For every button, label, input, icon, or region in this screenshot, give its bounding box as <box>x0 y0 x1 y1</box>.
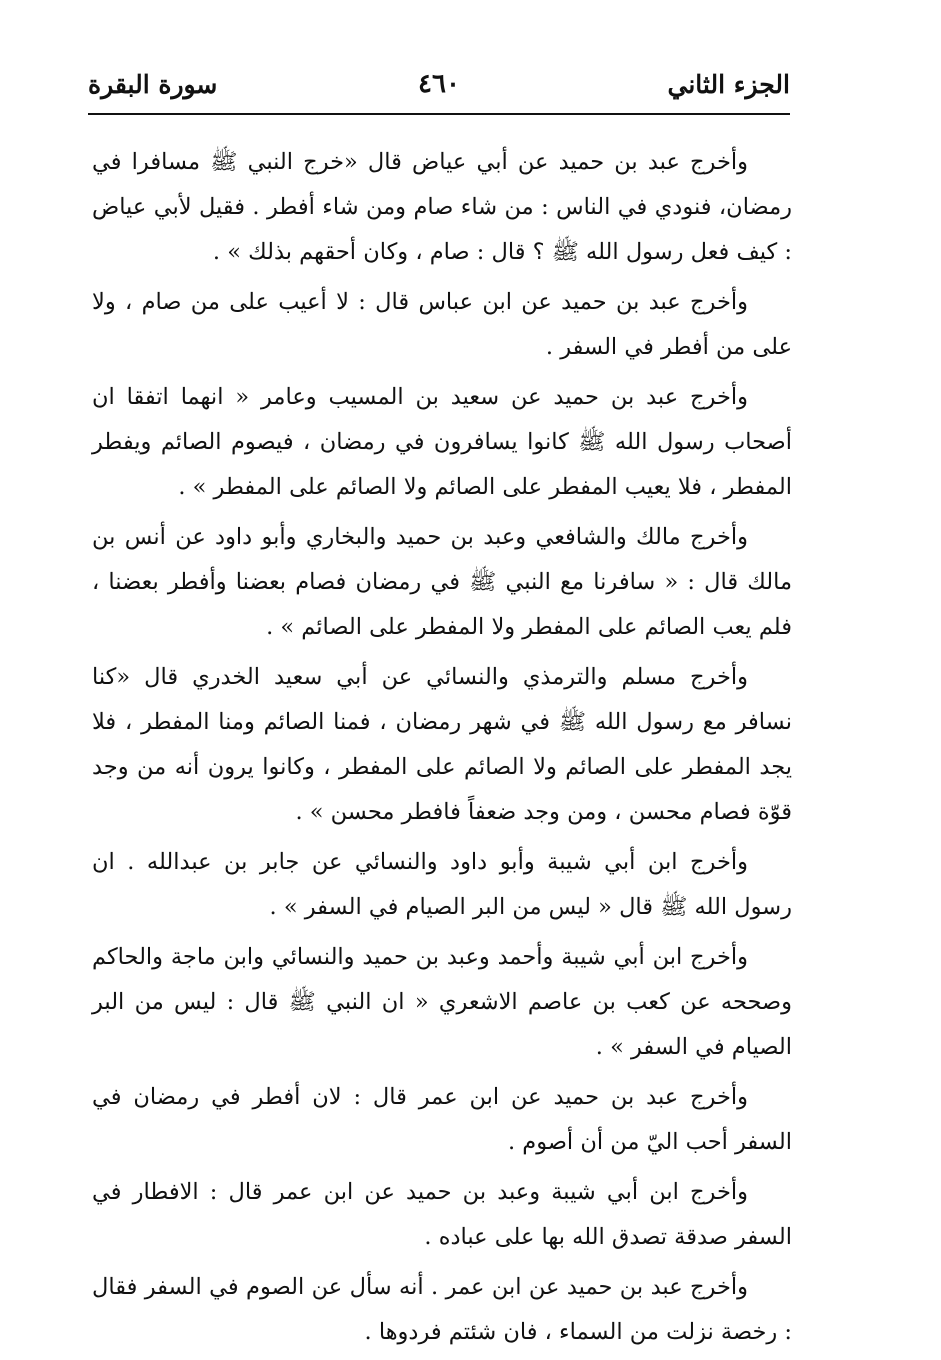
paragraph: وأخرج عبد بن حميد عن أبي عياض قال «خرج النبي ﷺ مسافرا في رمضان، فنودي في الناس : من شاء صام ومن شاء أفطر . فقيل لأبي عياض : كيف فعل رسول الله ﷺ ؟ قال : صام ، وكان أحقهم بذلك » . <box>92 149 792 265</box>
page-body <box>92 140 792 1360</box>
paragraph: وأخرج ابن أبي شيبة وعبد بن حميد عن ابن عمر قال : الافطار في السفر صدقة تصدق الله بها على عباده . <box>92 1179 792 1250</box>
paragraph: وأخرج ابن أبي شيبة وأحمد وعبد بن حميد والنسائي وابن ماجة والحاكم وصححه عن كعب بن عاصم الاشعري « ان النبي ﷺ قال : ليس من البر الصيام في السفر » . <box>92 944 792 1060</box>
paragraph: وأخرج عبد بن حميد عن ابن عمر . أنه سأل عن الصوم في السفر فقال : رخصة نزلت من السماء ، فان شئتم فردوها . <box>92 1274 792 1345</box>
running-header <box>88 55 790 115</box>
page-number: ٤٦٠ <box>418 69 460 99</box>
paragraph: وأخرج عبد بن حميد عن سعيد بن المسيب وعامر « انهما اتفقا ان أصحاب رسول الله ﷺ كانوا يسافرون في رمضان ، فيصوم الصائم ويفطر المفطر ، فلا يعيب المفطر على الصائم ولا الصائم على المفطر » . <box>92 384 792 500</box>
part-label: الجزء الثاني <box>667 69 790 99</box>
paragraph: وأخرج عبد بن حميد عن ابن عمر قال : لان أفطر في رمضان في السفر أحب اليّ من أن أصوم . <box>92 1084 792 1155</box>
paragraph: وأخرج عبد بن حميد عن ابن عباس قال : لا أعيب على من صام ، ولا على من أفطر في السفر . <box>92 289 792 360</box>
paragraph: وأخرج مسلم والترمذي والنسائي عن أبي سعيد الخدري قال «كنا نسافر مع رسول الله ﷺ في شهر رمضان ، فمنا الصائم ومنا المفطر ، فلا يجد المفطر على الصائم ولا الصائم على المفطر ، وكانوا يرون أنه من وجد قوّة فصام محسن ، ومن وجد ضعفاً فافطر محسن » . <box>92 664 792 825</box>
paragraph: وأخرج ابن أبي شيبة وأبو داود والنسائي عن جابر بن عبدالله . ان رسول الله ﷺ قال « ليس من البر الصيام في السفر » . <box>92 849 792 920</box>
paragraph: وأخرج مالك والشافعي وعبد بن حميد والبخاري وأبو داود عن أنس بن مالك قال : « سافرنا مع النبي ﷺ في رمضان فصام بعضنا وأفطر بعضنا ، فلم يعب الصائم على المفطر ولا المفطر على الصائم » . <box>92 524 792 640</box>
surah-label: سورة البقرة <box>88 69 218 99</box>
